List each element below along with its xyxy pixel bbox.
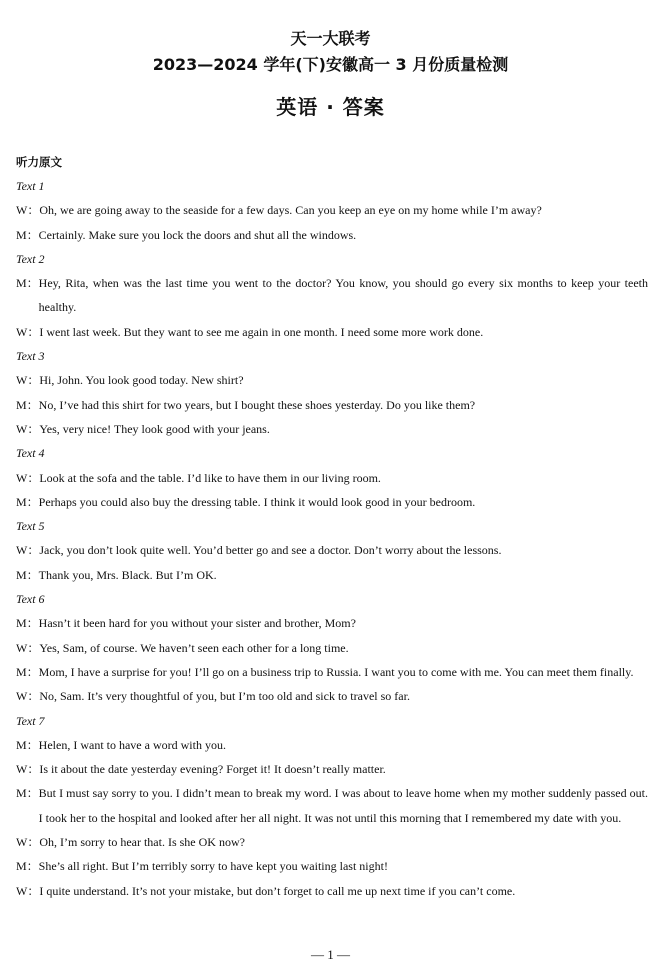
text-label: Text 2	[16, 251, 45, 266]
text-label: Text 4	[16, 446, 45, 461]
document-title: 英语 · 答案	[276, 95, 385, 119]
dialogue-line	[16, 660, 648, 684]
dialogue-line	[16, 417, 648, 441]
dialogue-line	[16, 320, 648, 344]
utterance-text: Look at the sofa and the table. I’d like to have them in our living room.	[39, 470, 381, 485]
exam-title: 2023—2024 学年(下)安徽高一 3 月份质量检测	[152, 55, 509, 74]
utterance-text: Thank you, Mrs. Black. But I’m OK.	[38, 567, 217, 582]
dialogue-line	[16, 368, 648, 392]
dialogue-line	[16, 611, 648, 635]
speaker-label: W：	[16, 324, 40, 339]
speaker-label: W：	[16, 543, 40, 558]
dialogue-line	[16, 393, 648, 417]
dialogue-line	[16, 198, 648, 222]
speaker-label: M：	[16, 664, 39, 679]
page-header	[0, 26, 661, 122]
transcript-texts	[16, 174, 648, 903]
dialogue-line	[16, 879, 648, 903]
text-label: Text 1	[16, 179, 45, 193]
section-title: 听力原文	[16, 155, 62, 169]
dialogue-line	[16, 538, 648, 562]
text-label: Text 3	[16, 349, 45, 364]
organizer-name: 天一大联考	[290, 29, 371, 48]
speaker-label: W：	[16, 762, 40, 777]
utterance-text: But I must say sorry to you. I didn’t mean to break my word. I was about to leave home when my mother suddenly passed out. I took her to the hospital and looked after her all night. It was not until this morning that I remembered my date with you.	[38, 786, 648, 825]
speaker-label: M：	[16, 567, 39, 582]
utterance-text: Certainly. Make sure you lock the doors and shut all the windows.	[38, 227, 357, 242]
speaker-label: W：	[16, 835, 40, 850]
dialogue-line	[16, 733, 648, 757]
speaker-label: W：	[16, 883, 40, 898]
dialogue-line	[16, 684, 648, 708]
text-block	[16, 441, 648, 514]
dialogue-line	[16, 854, 648, 878]
utterance-text: I quite understand. It’s not your mistake, but don’t forget to call me up next time if you can’t come.	[39, 883, 516, 898]
dialogue-line	[16, 757, 648, 781]
utterance-text: No, Sam. It’s very thoughtful of you, but I’m too old and sick to travel so far.	[39, 689, 410, 704]
speaker-label: M：	[16, 276, 39, 291]
speaker-label: W：	[16, 203, 40, 218]
text-block	[16, 247, 648, 344]
utterance-text: I went last week. But they want to see me again in one month. I need some more work done.	[39, 324, 484, 339]
utterance-text: Jack, you don’t look quite well. You’d better go and see a doctor. Don’t worry about the lessons.	[39, 543, 502, 558]
utterance-text: Oh, I’m sorry to hear that. Is she OK now?	[39, 835, 245, 850]
utterance-text: Yes, Sam, of course. We haven’t seen each other for a long time.	[39, 640, 349, 655]
dialogue-line	[16, 223, 648, 247]
utterance-text: Hey, Rita, when was the last time you went to the doctor? You know, you should go every six months to keep your teeth healthy.	[38, 276, 648, 315]
speaker-label: W：	[16, 373, 40, 388]
text-block	[16, 587, 648, 708]
dialogue-line	[16, 636, 648, 660]
text-label: Text 5	[16, 519, 45, 534]
dialogue-line	[16, 563, 648, 587]
speaker-label: M：	[16, 397, 39, 412]
utterance-text: Is it about the date yesterday evening? Forget it! It doesn’t really matter.	[39, 762, 386, 777]
speaker-label: M：	[16, 737, 39, 752]
text-block	[16, 174, 648, 247]
text-block	[16, 514, 648, 587]
listening-transcript	[16, 150, 648, 903]
utterance-text: Yes, very nice! They look good with your jeans.	[39, 421, 270, 436]
speaker-label: M：	[16, 859, 39, 874]
text-label: Text 6	[16, 592, 45, 607]
dialogue-line	[16, 490, 648, 514]
text-block	[16, 709, 648, 903]
dialogue-line	[16, 271, 648, 320]
speaker-label: W：	[16, 421, 40, 436]
speaker-label: W：	[16, 470, 40, 485]
speaker-label: W：	[16, 689, 40, 704]
speaker-label: M：	[16, 786, 39, 801]
speaker-label: W：	[16, 640, 40, 655]
speaker-label: M：	[16, 616, 39, 631]
utterance-text: No, I’ve had this shirt for two years, but I bought these shoes yesterday. Do you like them?	[38, 397, 476, 412]
text-block	[16, 344, 648, 441]
utterance-text: Hi, John. You look good today. New shirt?	[39, 373, 244, 388]
dialogue-line	[16, 781, 648, 830]
speaker-label: M：	[16, 494, 39, 509]
page-number: — 1 —	[311, 947, 350, 962]
text-label: Text 7	[16, 713, 45, 728]
utterance-text: Helen, I want to have a word with you.	[38, 737, 226, 752]
utterance-text: Mom, I have a surprise for you! I’ll go on a business trip to Russia. I want you to come with me. You can meet them finally.	[38, 664, 634, 679]
utterance-text: Oh, we are going away to the seaside for a few days. Can you keep an eye on my home while I’m away?	[39, 203, 542, 218]
utterance-text: Perhaps you could also buy the dressing table. I think it would look good in your bedroom.	[38, 494, 476, 509]
dialogue-line	[16, 466, 648, 490]
speaker-label: M：	[16, 227, 39, 242]
utterance-text: Hasn’t it been hard for you without your sister and brother, Mom?	[38, 616, 356, 631]
dialogue-line	[16, 830, 648, 854]
utterance-text: She’s all right. But I’m terribly sorry to have kept you waiting last night!	[38, 859, 388, 874]
